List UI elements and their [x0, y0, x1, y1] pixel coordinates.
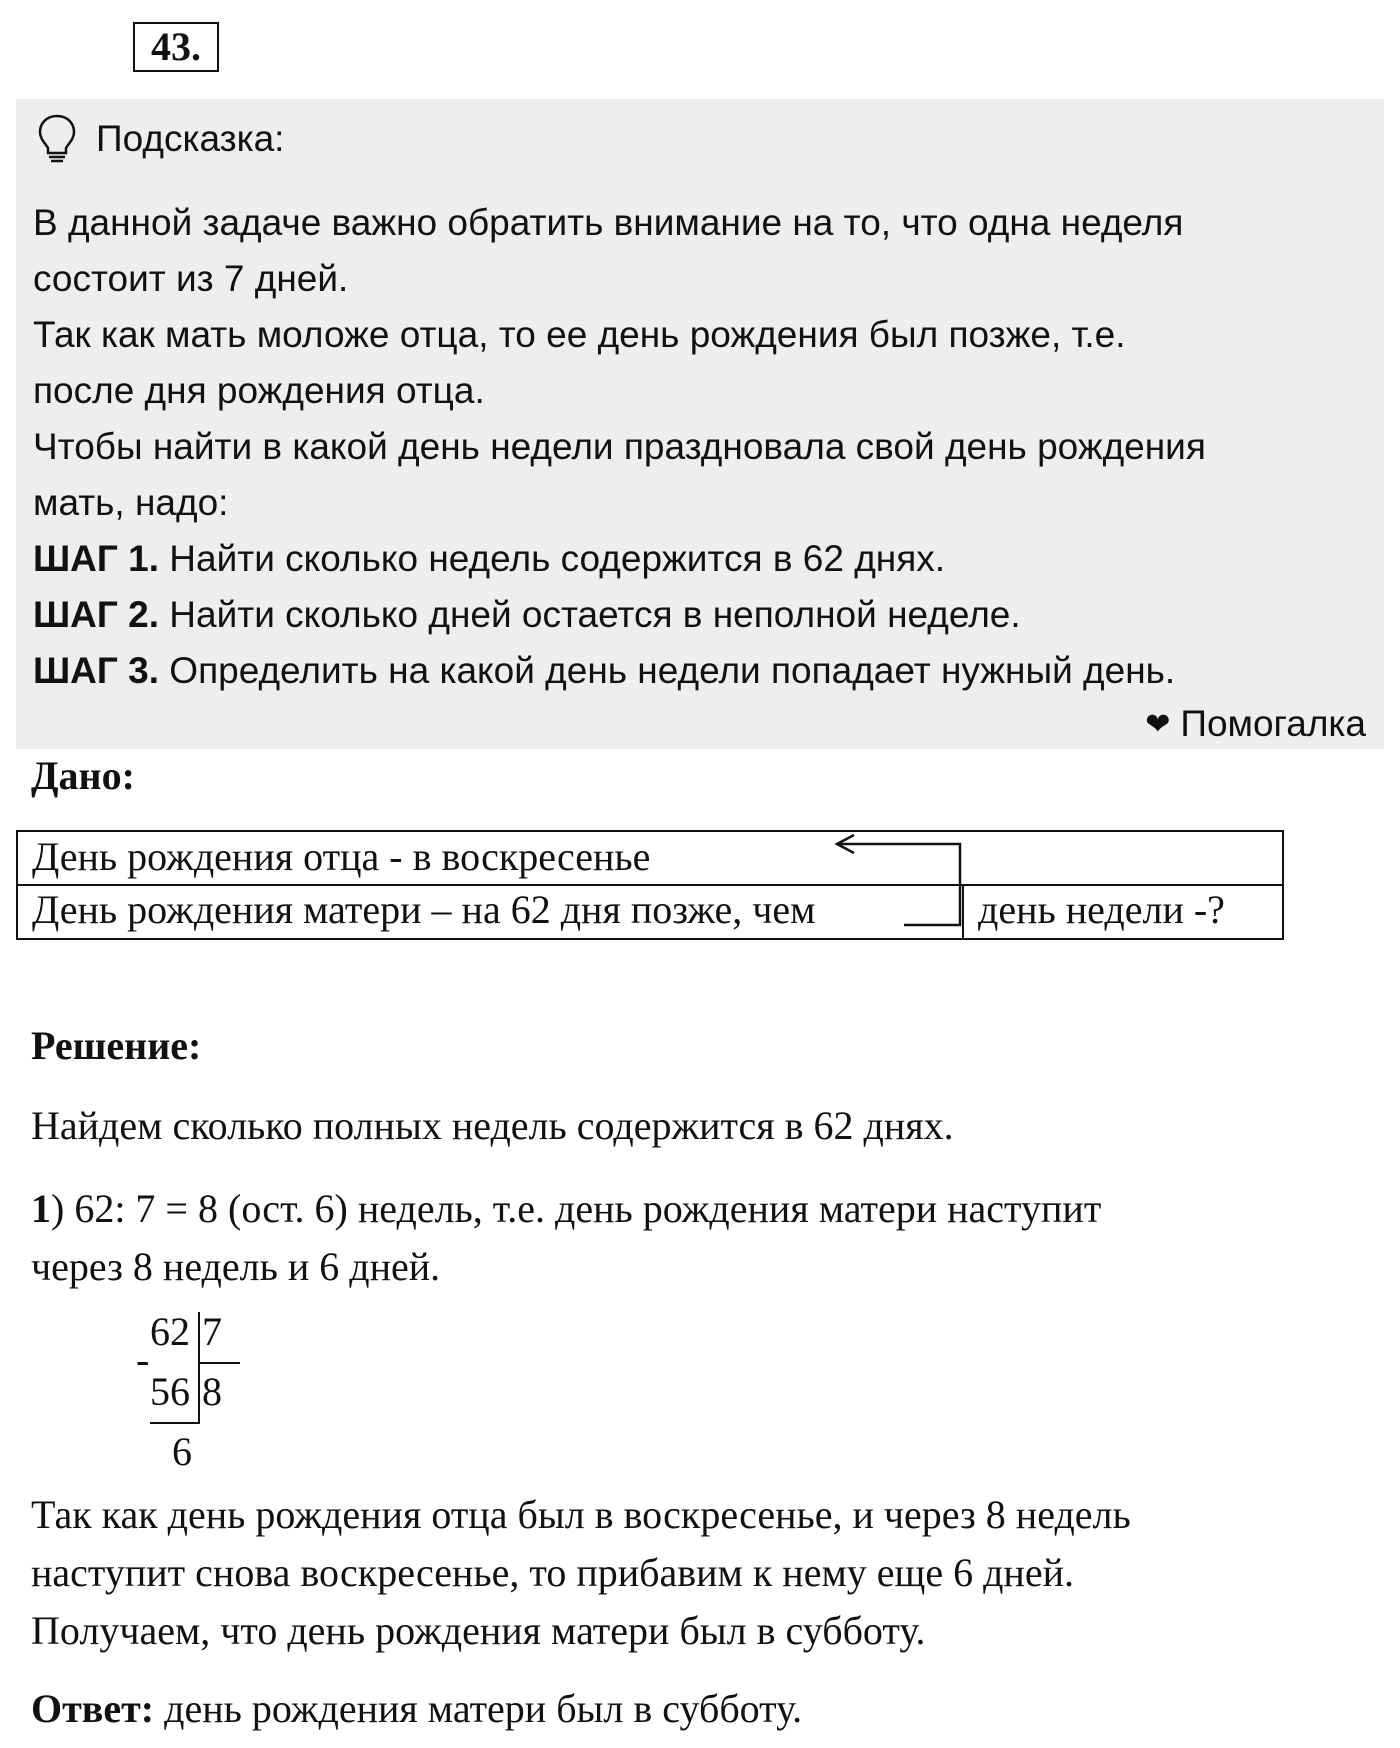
division-divisor-line — [198, 1362, 240, 1364]
hint-line: Чтобы найти в какой день недели праздновала свой день рождения — [33, 426, 1206, 467]
credit — [1145, 703, 1366, 745]
lightbulb-icon — [36, 113, 78, 165]
hint-line: состоит из 7 дней. — [33, 258, 349, 299]
step-1-line-2: через 8 недель и 6 дней. — [31, 1244, 441, 1289]
step-text: Найти сколько недель содержится в 62 днях. — [159, 538, 946, 579]
given-table — [16, 830, 1284, 940]
step-text: Найти сколько дней остается в неполной неделе. — [159, 594, 1021, 635]
given-row-1 — [18, 832, 1282, 886]
step-text: Определить на какой день недели попадает нужный день. — [159, 650, 1176, 691]
hint-body — [33, 195, 1373, 699]
hint-line: В данной задаче важно обратить внимание на то, что одна неделя — [33, 202, 1184, 243]
hint-line: Так как мать моложе отца, то ее день рождения был позже, т.е. — [33, 314, 1126, 355]
hint-panel — [16, 99, 1384, 749]
solution-intro: Найдем сколько полных недель содержится в 62 днях. — [31, 1103, 954, 1148]
given-row-2 — [18, 885, 1282, 938]
solution-step-1 — [31, 1180, 1351, 1296]
quotient: 8 — [202, 1369, 222, 1414]
hint-title: Подсказка: — [96, 118, 285, 159]
step-label: ШАГ 2. — [33, 594, 160, 635]
step-1-line-1: ) 62: 7 = 8 (ост. 6) недель, т.е. день рождения матери наступит — [51, 1186, 1102, 1231]
answer-text: день рождения матери был в субботу. — [154, 1686, 803, 1731]
hint-line: после дня рождения отца. — [33, 370, 485, 411]
reference-arrow — [820, 825, 970, 935]
given-question: день недели -? — [978, 887, 1225, 932]
divisor: 7 — [202, 1309, 222, 1354]
explanation-line: Получаем, что день рождения матери был в субботу. — [31, 1608, 926, 1653]
hint-step-2 — [33, 587, 1373, 643]
credit-text: Помогалка — [1180, 703, 1366, 744]
remainder: 6 — [172, 1429, 192, 1474]
minus-sign: - — [136, 1337, 150, 1382]
hint-line: мать, надо: — [33, 482, 229, 523]
given-heading: Дано: — [31, 753, 135, 798]
solution-heading: Решение: — [31, 1023, 202, 1068]
hint-step-3 — [33, 643, 1373, 699]
hint-step-1 — [33, 531, 1373, 587]
explanation-line: наступит снова воскресенье, то прибавим к нему еще 6 дней. — [31, 1550, 1074, 1595]
dividend: 62 — [150, 1309, 190, 1354]
answer — [31, 1680, 802, 1738]
step-number: 1 — [31, 1186, 51, 1231]
step-label: ШАГ 1. — [33, 538, 160, 579]
given-row-1-text: День рождения отца - в воскресенье — [32, 834, 651, 879]
division-vertical-line — [198, 1312, 200, 1424]
given-row-2-text: День рождения матери – на 62 дня позже, чем — [32, 887, 816, 932]
division-subtract-line — [150, 1422, 200, 1424]
heart-icon: ❤ — [1145, 707, 1171, 741]
hint-header — [36, 109, 284, 169]
solution-explanation — [31, 1486, 1361, 1660]
step-label: ШАГ 3. — [33, 650, 160, 691]
answer-label: Ответ: — [31, 1686, 155, 1731]
problem-number: 43. — [133, 22, 219, 72]
explanation-line: Так как день рождения отца был в воскресенье, и через 8 недель — [31, 1492, 1131, 1537]
subtrahend: 56 — [150, 1369, 190, 1414]
long-division — [120, 1308, 240, 1478]
